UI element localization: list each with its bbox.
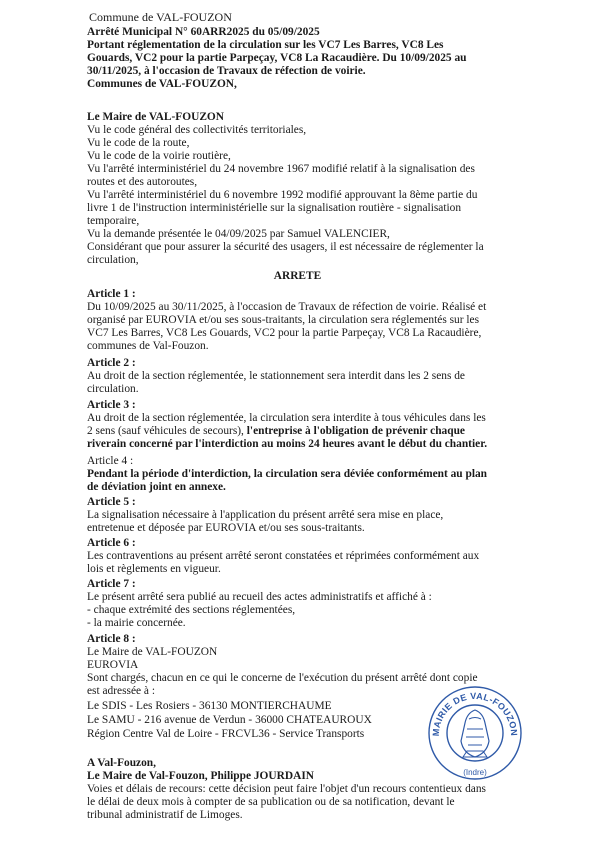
- article-5-line: entretenue et déposée par EUROVIA et/ou ses sous-traitants.: [87, 522, 365, 534]
- article-1-title: Article 1 :: [87, 288, 136, 300]
- article-8-recipient: Région Centre Val de Loire - FRCVL36 - Service Transports: [87, 728, 365, 740]
- commune-name: Commune de VAL-FOUZON: [89, 10, 232, 24]
- article-1-line: VC7 Les Barres, VC8 Les Gouards, VC2 pour la partie Parpeçay, VC8 La Racaudière,: [87, 327, 482, 339]
- signatory: Le Maire de Val-Fouzon, Philippe JOURDAIN: [87, 770, 314, 782]
- article-5-line: La signalisation nécessaire à l'application du présent arrêté sera mise en place,: [87, 509, 444, 521]
- article-8-title: Article 8 :: [87, 633, 136, 645]
- arrete-title-line: Communes de VAL-FOUZON,: [87, 78, 237, 90]
- article-4-title: Article 4 :: [87, 455, 134, 467]
- article-3-title: Article 3 :: [87, 399, 136, 411]
- article-1-line: organisé par EUROVIA et/ou ses sous-traitants, la circulation sera réglementés sur les: [87, 314, 480, 326]
- stamp-bottom-text: (Indre): [463, 768, 487, 777]
- article-7-line: - chaque extrémité des sections réglementées,: [87, 604, 296, 616]
- article-7-line: Le présent arrêté sera publié au recueil des actes administratifs et affiché à :: [87, 591, 432, 603]
- stamp-top-text: MAIRIE DE VAL-FOUZON: [430, 690, 520, 737]
- article-8-line: Le Maire de VAL-FOUZON: [87, 646, 218, 658]
- article-2-title: Article 2 :: [87, 357, 136, 369]
- article-8-recipient: Le SAMU - 216 avenue de Verdun - 36000 CHATEAUROUX: [87, 714, 372, 726]
- preamble-line: routes et des autoroutes,: [87, 176, 198, 188]
- article-3-emphasis-line: riverain concerné par l'interdiction au moins 24 heures avant le début du chantier.: [87, 438, 488, 450]
- article-8-line: Sont chargés, chacun en ce qui le concerne de l'exécution du présent arrêté dont copie: [87, 672, 478, 684]
- preamble-line: livre 1 de l'instruction interministérielle sur la signalisation routière - signalisation: [87, 202, 462, 214]
- arrete-heading: ARRETE: [273, 270, 322, 282]
- article-5-title: Article 5 :: [87, 496, 136, 508]
- preamble-line: Vu la demande présentée le 04/09/2025 par Samuel VALENCIER,: [87, 228, 390, 240]
- marianne-emblem-icon: [461, 710, 489, 757]
- preamble-line: Considérant que pour assurer la sécurité des usagers, il est nécessaire de réglementer la: [87, 241, 484, 253]
- article-4-line: Pendant la période d'interdiction, la circulation sera déviée conformément au plan: [87, 468, 488, 480]
- mairie-stamp: [425, 683, 525, 783]
- article-3-line: [87, 425, 465, 438]
- preamble-line: circulation,: [87, 254, 139, 266]
- arrete-title-line: Portant réglementation de la circulation sur les VC7 Les Barres, VC8 Les: [87, 39, 444, 51]
- article-1-line: Du 10/09/2025 au 30/11/2025, à l'occasion de Travaux de réfection de voirie. Réalisé et: [87, 301, 487, 313]
- article-3-line: Au droit de la section réglementée, la circulation sera interdite à tous véhicules dans les: [87, 412, 486, 424]
- article-6-line: lois et règlements en vigueur.: [87, 563, 221, 575]
- recours-line: tribunal administratif de Limoges.: [87, 809, 243, 821]
- recours-line: Voies et délais de recours: cette décision peut faire l'objet d'un recours contentieux dans: [87, 783, 486, 795]
- recours-line: le délai de deux mois à compter de sa publication ou de sa notification, devant le: [87, 796, 455, 808]
- article-7-line: - la mairie concernée.: [87, 617, 186, 629]
- article-3-text: 2 sens (sauf véhicules de secours),: [87, 425, 247, 437]
- article-7-title: Article 7 :: [87, 578, 136, 590]
- preamble-line: Vu le code de la voirie routière,: [87, 150, 231, 162]
- preamble-line: Vu l'arrêté interministériel du 24 novembre 1967 modifié relatif à la signalisation des: [87, 163, 475, 175]
- preamble-line: Vu l'arrêté interministériel du 6 novembre 1992 modifié approuvant la 8ème partie du: [87, 189, 478, 201]
- article-6-title: Article 6 :: [87, 537, 136, 549]
- preamble-line: Vu le code général des collectivités territoriales,: [87, 124, 307, 136]
- preamble-line: temporaire,: [87, 215, 140, 227]
- preamble-line: Vu le code de la route,: [87, 137, 190, 149]
- maire-heading: Le Maire de VAL-FOUZON: [87, 111, 224, 123]
- arrete-number: Arrêté Municipal N° 60ARR2025 du 05/09/2025: [87, 26, 320, 38]
- article-3-emphasis: l'entreprise à l'obligation de prévenir chaque: [246, 425, 465, 437]
- article-1-line: communes de Val-Fouzon.: [87, 340, 209, 352]
- svg-text:MAIRIE DE VAL-FOUZON: [431, 691, 519, 737]
- arrete-title-line: 30/11/2025, à l'occasion de Travaux de réfection de voirie.: [87, 65, 366, 77]
- signature-place: A Val-Fouzon,: [87, 757, 156, 769]
- article-2-line: Au droit de la section réglementée, le stationnement sera interdit dans les 2 sens de: [87, 370, 465, 382]
- arrete-title-line: Gouards, VC2 pour la partie Parpeçay, VC8 La Racaudière. Du 10/09/2025 au: [87, 52, 467, 64]
- article-6-line: Les contraventions au présent arrêté seront constatées et réprimées conformément aux: [87, 550, 480, 562]
- article-8-recipient: Le SDIS - Les Rosiers - 36130 MONTIERCHAUME: [87, 700, 332, 712]
- article-4-line: de déviation joint en annexe.: [87, 481, 226, 493]
- article-8-line: est adressée à :: [87, 685, 155, 697]
- article-2-line: circulation.: [87, 383, 139, 395]
- article-8-line: EUROVIA: [87, 659, 139, 671]
